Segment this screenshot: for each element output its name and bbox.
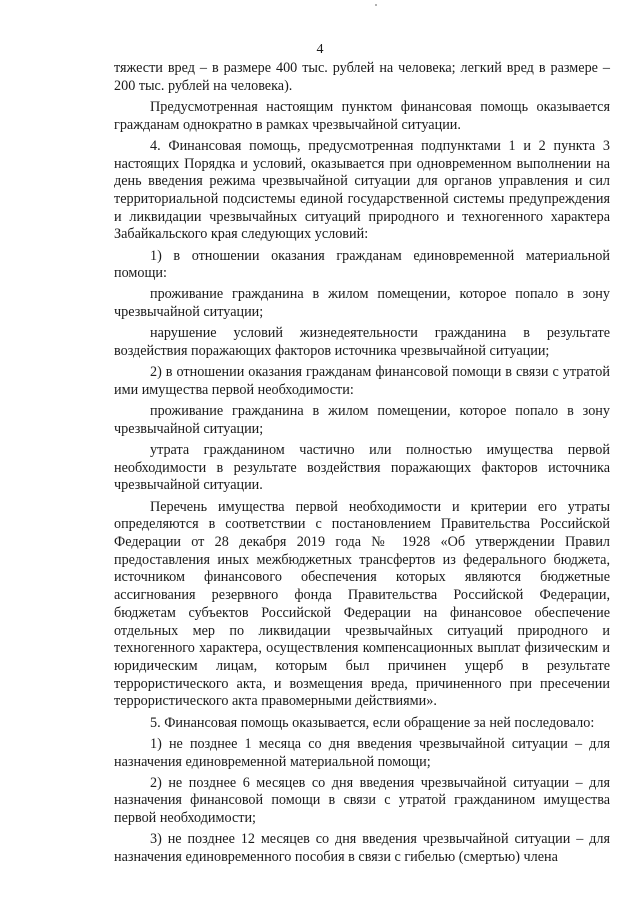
paragraph-property-list: Перечень имущества первой необходимости и критерии его утраты определяются в соответствии с постановлением Правительства Российской Федерации от 28 декабря 2019 года № 1928 «Об утверждении Правил предоставления иных межбюджетных трансфертов из федерального бюджета, источником финансового обеспечения которых являются бюджетные ассигнования резервного фонда Правительства Российской Федерации, бюджетам субъектов Российской Федерации на финансовое обеспечение отдельных мер по ликвидации чрезвычайных ситуаций природного и техногенного характера, осуществления компенсационных выплат физическим и юридическим лицам, которым был причинен ущерб в результате террористического акта, и возмещения вреда, причиненного при пресечении террористического акта правомерными действиями». xyxy=(114,498,610,710)
paragraph-condition-residence-1: проживание гражданина в жилом помещении, которое попало в зону чрезвычайной ситуации; xyxy=(114,286,610,321)
scan-speck xyxy=(375,4,377,6)
paragraph-deadline-1: 1) не позднее 1 месяца со дня введения чрезвычайной ситуации – для назначения единовременной материальной помощи; xyxy=(114,735,610,770)
paragraph-continuation: тяжести вред – в размере 400 тыс. рублей на человека; легкий вред в размере – 200 тыс. рублей на человека). xyxy=(114,60,610,94)
paragraph-condition-loss: утрата гражданином частично или полностью имущества первой необходимости в результате воздействия поражающих факторов источника чрезвычайной ситуации. xyxy=(114,442,610,494)
paragraph-sub-2: 2) в отношении оказания гражданам финансовой помощи в связи с утратой ими имущества первой необходимости: xyxy=(114,364,610,398)
paragraph-one-time-help: Предусмотренная настоящим пунктом финансовая помощь оказывается гражданам однократно в рамках чрезвычайной ситуации. xyxy=(114,98,610,133)
document-body xyxy=(114,60,610,867)
paragraph-item-4: 4. Финансовая помощь, предусмотренная подпунктами 1 и 2 пункта 3 настоящих Порядка и условий, оказывается при одновременном выполнении на день введения режима чрезвычайной ситуации для органов управления и сил территориальной подсистемы единой государственной системы предупреждения и ликвидации чрезвычайных ситуаций природного и техногенного характера Забайкальского края следующих условий: xyxy=(114,137,610,243)
paragraph-deadline-2: 2) не позднее 6 месяцев со дня введения чрезвычайной ситуации – для назначения финансовой помощи в связи с утратой гражданином имущества первой необходимости; xyxy=(114,774,610,827)
paragraph-sub-1: 1) в отношении оказания гражданам единовременной материальной помощи: xyxy=(114,247,610,282)
paragraph-condition-residence-2: проживание гражданина в жилом помещении, которое попало в зону чрезвычайной ситуации; xyxy=(114,403,610,437)
paragraph-item-5: 5. Финансовая помощь оказывается, если обращение за ней последовало: xyxy=(150,714,595,731)
paragraph-deadline-3: 3) не позднее 12 месяцев со дня введения чрезвычайной ситуации – для назначения единовременного пособия в связи с гибелью (смертью) члена xyxy=(114,831,610,866)
paragraph-condition-disruption: нарушение условий жизнедеятельности гражданина в результате воздействия поражающих факторов источника чрезвычайной ситуации; xyxy=(114,325,610,360)
page-number: 4 xyxy=(316,42,324,57)
